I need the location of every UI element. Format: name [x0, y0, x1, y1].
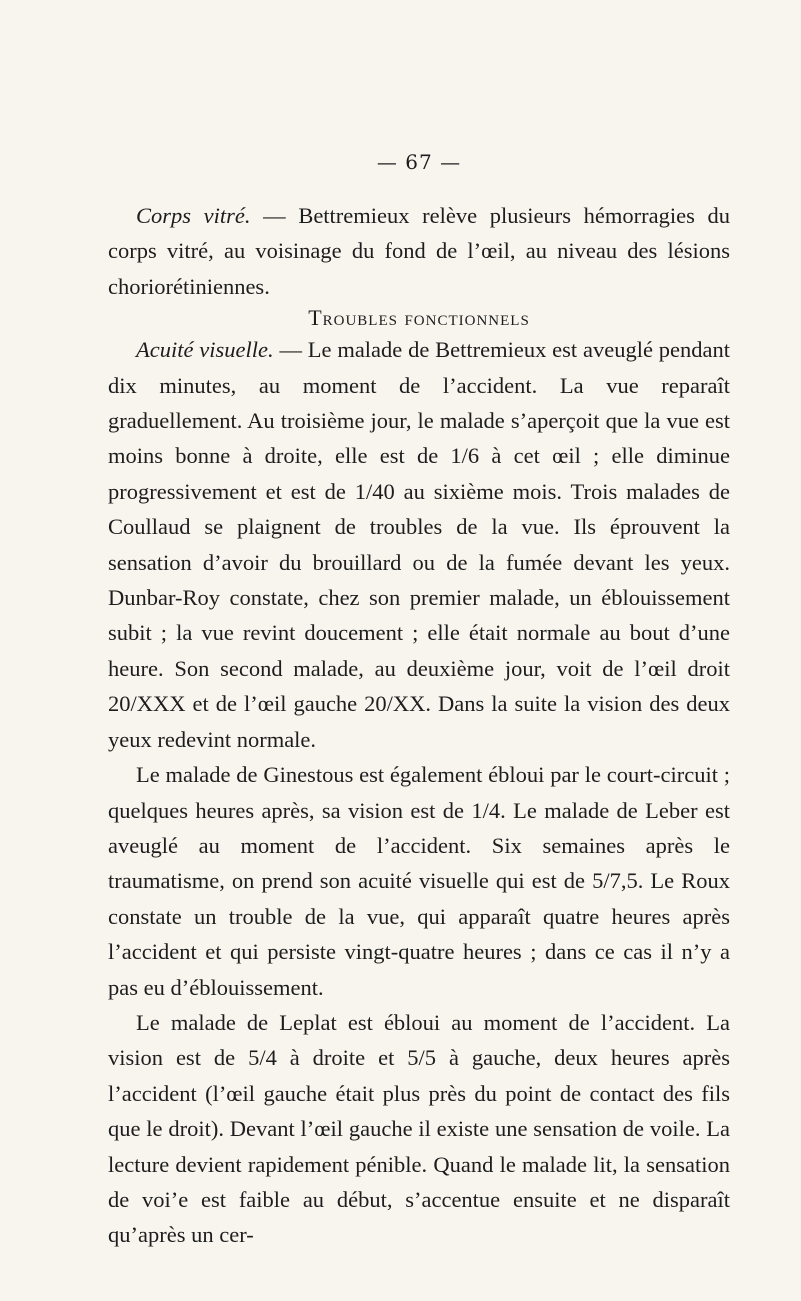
- paragraph-ginestous: Le malade de Ginestous est également ébloui par le court-circuit ; quelques heures après, sa vision est de 1/4. Le malade de Leber est aveuglé au moment de l’accident. Six semaines après le traumatisme, on prend son acuité visuelle qui est de 5/7,5. Le Roux constate un trouble de la vue, qui apparaît quatre heures après l’accident et qui persiste vingt-quatre heures ; dans ce cas il n’y a pas eu d’éblouissement.: [108, 762, 730, 1000]
- page-number: — 67 —: [376, 150, 462, 174]
- paragraph-acuite: [108, 332, 730, 757]
- paragraph-corps-vitre: [108, 198, 730, 304]
- paragraph-leplat: Le malade de Leplat est ébloui au moment de l’accident. La vision est de 5/4 à droite et 5/5 à gauche, deux heures après l’accident (l’œil gauche était plus près du point de contact des fils que le droit). Devant l’œil gauche il existe une sensation de voile. La lecture devient rapidement pénible. Quand le malade lit, la sensation de voi’e est faible au début, s’accentue ensuite et ne disparaît qu’après un cer-: [108, 1009, 730, 1248]
- paragraph-body: — Le malade de Bettremieux est aveuglé pendant dix minutes, au moment de l’accident. La vue reparaît graduellement. Au troisième jour, le malade s’aperçoit que la vue est moins bonne à droite, elle est de 1/6 à cet œil ; elle diminue progressivement et est de 1/40 au sixième mois. Trois malades de Coullaud se plaignent de troubles de la vue. Ils éprouvent la sensation d’avoir du brouillard ou de la fumée devant les yeux. Dunbar-Roy constate, chez son premier malade, un éblouissement subit ; la vue revint doucement ; elle était normale au bout d’une heure. Son second malade, au deuxième jour, voit de l’œil droit 20/XXX et de l’œil gauche 20/XX. Dans la suite la vision des deux yeux redevint normale.: [108, 337, 730, 752]
- section-heading: Troubles fonctionnels: [308, 305, 530, 331]
- paragraph-label: Acuité visuelle.: [136, 337, 274, 363]
- paragraph-body: — Bettremieux relève plusieurs hémorragies du corps vitré, au voisinage du fond de l’œil, au niveau des lésions choriorétiniennes.: [108, 203, 730, 299]
- body-text: [108, 198, 730, 1253]
- paragraph-label: Corps vitré.: [136, 203, 251, 228]
